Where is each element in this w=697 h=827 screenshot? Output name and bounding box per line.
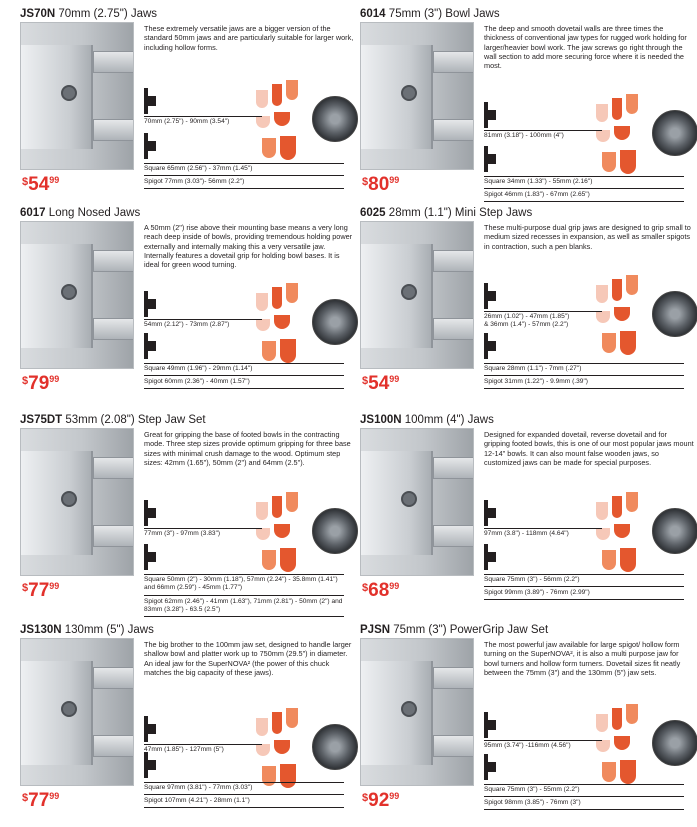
- grip-range: [144, 744, 262, 754]
- chuck-photo: [312, 724, 358, 770]
- price-dollars: 77: [28, 790, 50, 811]
- square-spec: Square 50mm (2") - 30mm (1.18"), 57mm (2.24") - 35.8mm (1.41") and 66mm (2.59") - 45mm (1.77"): [144, 576, 344, 596]
- grip-range-line: 97mm (3.8") - 118mm (4.64"): [484, 530, 569, 537]
- product-card-js100n: [360, 414, 697, 614]
- price-currency: $: [362, 792, 369, 804]
- price-currency: $: [22, 792, 29, 804]
- workpiece-icons: [596, 271, 656, 361]
- spigot-spec: Spigot 77mm (3.03")- 56mm (2.2"): [144, 176, 344, 188]
- grip-range: [144, 116, 262, 126]
- expansion-profile-icon: [484, 500, 498, 526]
- chuck-photo: [652, 508, 697, 554]
- product-card-js130n: [20, 624, 360, 824]
- price-cents: 99: [49, 374, 60, 384]
- product-card-6025: [360, 207, 697, 407]
- price-dollars: 77: [28, 580, 50, 601]
- spec-block: [484, 574, 684, 600]
- spigot-spec: Spigot 62mm (2.46") - 41mm (1.63"), 71mm (2.81") - 50mm (2") and 83mm (3.28") - 63.5 (2.5"): [144, 596, 344, 617]
- expansion-profile-icon: [144, 500, 158, 526]
- chuck-photo: [652, 291, 697, 337]
- product-title: [20, 8, 157, 20]
- grip-range-line: 47mm (1.85") - 127mm (5"): [144, 746, 224, 753]
- contraction-profile-icon: [144, 333, 158, 359]
- product-code: 6025: [360, 207, 386, 219]
- square-spec: Square 28mm (1.1") - 7mm (.27"): [484, 365, 684, 376]
- grip-range-line: 95mm (3.74") -116mm (4.56"): [484, 742, 571, 749]
- product-description: A 50mm (2") rise above their mounting base means a very long reach deep inside of bowls, providing tremendous holding power externally and internally making this a very versatile jaw. Internally features a dovetail grip for holding bowl bases. It is ideal for green wood turning.: [144, 223, 353, 270]
- product-title: [360, 624, 548, 636]
- expansion-profile-icon: [144, 716, 158, 742]
- contraction-profile-icon: [484, 333, 498, 359]
- workpiece-icons: [596, 488, 656, 578]
- chuck-photo: [312, 299, 358, 345]
- product-card-6014: [360, 8, 697, 208]
- product-title: [360, 414, 494, 426]
- product-code: 6017: [20, 207, 46, 219]
- product-code: JS70N: [20, 8, 56, 20]
- product-title: [360, 207, 532, 219]
- expansion-profile-icon: [484, 712, 498, 738]
- spec-block: [144, 782, 344, 808]
- workpiece-icons: [256, 488, 316, 578]
- grip-range-line: 54mm (2.12") - 73mm (2.87"): [144, 321, 230, 328]
- price: [22, 580, 59, 602]
- contraction-profile-icon: [144, 752, 158, 778]
- product-name: 53mm (2.08") Step Jaw Set: [65, 414, 206, 426]
- product-code: PJSN: [360, 624, 391, 636]
- price-cents: 99: [49, 791, 60, 801]
- price: [22, 174, 59, 196]
- spigot-spec: Spigot 60mm (2.36") - 40mm (1.57"): [144, 376, 344, 388]
- product-card-js75dt: [20, 414, 360, 614]
- price-currency: $: [362, 176, 369, 188]
- product-title: [20, 624, 154, 636]
- chuck-jaw-photo: [360, 22, 474, 170]
- price-cents: 99: [389, 581, 400, 591]
- expansion-profile-icon: [144, 291, 158, 317]
- product-description: The deep and smooth dovetail walls are three times the thickness of conventional jaw types for rugged work holding for larger/heavier bowl work. The jaw screws go right through the wall section to add more securing force where it is needed the most.: [484, 24, 687, 71]
- price-dollars: 54: [28, 174, 50, 195]
- price-currency: $: [22, 375, 29, 387]
- spigot-spec: Spigot 98mm (3.85") - 76mm (3"): [484, 797, 684, 809]
- grip-range-line: 77mm (3") - 97mm (3.83"): [144, 530, 221, 537]
- spec-block: [484, 363, 684, 389]
- square-spec: Square 75mm (3") - 55mm (2.2"): [484, 786, 684, 797]
- workpiece-icons: [596, 700, 656, 790]
- product-code: JS75DT: [20, 414, 63, 426]
- spigot-spec: Spigot 31mm (1.22") - 9.9mm (.39"): [484, 376, 684, 388]
- price-currency: $: [22, 176, 29, 188]
- grip-range-line: 81mm (3.18") - 100mm (4"): [484, 132, 564, 139]
- price-cents: 99: [49, 581, 60, 591]
- product-title: [20, 207, 140, 219]
- product-description: These extremely versatile jaws are a bigger version of the standard 50mm jaws and are particularly suitable for larger work, including hollow forms.: [144, 24, 354, 52]
- product-description: These multi-purpose dual grip jaws are designed to grip small to medium sized recesses in expansion, as well as smaller spigots in contraction, such a pen blanks.: [484, 223, 691, 251]
- workpiece-icons: [256, 76, 316, 166]
- price-dollars: 80: [368, 174, 390, 195]
- spec-block: [144, 163, 344, 189]
- square-spec: Square 75mm (3") - 56mm (2.2"): [484, 576, 684, 587]
- price-cents: 99: [389, 791, 400, 801]
- product-title: [360, 8, 500, 20]
- spigot-spec: Spigot 107mm (4.21") - 28mm (1.1"): [144, 795, 344, 807]
- product-name: 75mm (3") PowerGrip Jaw Set: [393, 624, 549, 636]
- product-name: 28mm (1.1") Mini Step Jaws: [388, 207, 533, 219]
- price-dollars: 68: [368, 580, 390, 601]
- chuck-jaw-photo: [20, 638, 134, 786]
- product-name: Long Nosed Jaws: [48, 207, 141, 219]
- square-spec: Square 49mm (1.96") - 29mm (1.14"): [144, 365, 344, 376]
- product-name: 130mm (5") Jaws: [64, 624, 154, 636]
- contraction-profile-icon: [484, 754, 498, 780]
- contraction-profile-icon: [144, 133, 158, 159]
- grip-range: [484, 130, 602, 140]
- spigot-spec: Spigot 99mm (3.89") - 76mm (2.99"): [484, 587, 684, 599]
- price-dollars: 54: [368, 373, 390, 394]
- price: [362, 373, 399, 395]
- chuck-jaw-photo: [360, 221, 474, 369]
- chuck-photo: [312, 508, 358, 554]
- contraction-profile-icon: [144, 544, 158, 570]
- chuck-photo: [312, 96, 358, 142]
- product-title: [20, 414, 206, 426]
- expansion-profile-icon: [484, 283, 498, 309]
- expansion-profile-icon: [484, 102, 498, 128]
- product-name: 75mm (3") Bowl Jaws: [388, 8, 500, 20]
- price: [362, 174, 399, 196]
- price-currency: $: [362, 375, 369, 387]
- spigot-spec: Spigot 46mm (1.83") - 67mm (2.65"): [484, 189, 684, 201]
- product-name: 100mm (4") Jaws: [404, 414, 494, 426]
- grip-range-line: 26mm (1.02") - 47mm (1.85"): [484, 313, 570, 320]
- product-description: Designed for expanded dovetail, reverse dovetail and for gripping footed bowls, this is one of our most popular jaws mount 12-14" bowls. It can also mount false wooden jaws, so customized jaws can be made for special purposes.: [484, 430, 694, 467]
- price: [22, 790, 59, 812]
- square-spec: Square 97mm (3.81") - 77mm (3.03"): [144, 784, 344, 795]
- square-spec: Square 65mm (2.56") - 37mm (1.45"): [144, 165, 344, 176]
- grip-range: [144, 528, 262, 538]
- grip-range: [484, 740, 602, 750]
- spec-block: [484, 176, 684, 202]
- workpiece-icons: [256, 704, 316, 794]
- price: [362, 790, 399, 812]
- product-description: The most powerful jaw available for large spigot/ hollow form turning on the SuperNOVA², it is also a multi purpose jaw for bowl turners and hollow form turners. Dovetail sizes fit neatly between the 75mm (3") and the 130mm (5") jaw sets.: [484, 640, 681, 677]
- product-description: The big brother to the 100mm jaw set, designed to handle larger shallow bowl and platter work up to 750mm (29.5") in diameter. An ideal jaw for the SuperNOVA² (the power of this chuck matches the big capacity of these jaws).: [144, 640, 352, 677]
- product-code: 6014: [360, 8, 386, 20]
- spec-block: [144, 574, 344, 617]
- product-card-6017: [20, 207, 360, 407]
- price-cents: 99: [389, 374, 400, 384]
- grip-range: [484, 311, 602, 330]
- chuck-jaw-photo: [20, 428, 134, 576]
- expansion-profile-icon: [144, 88, 158, 114]
- product-code: JS100N: [360, 414, 402, 426]
- product-code: JS130N: [20, 624, 62, 636]
- spec-block: [144, 363, 344, 389]
- contraction-profile-icon: [484, 146, 498, 172]
- chuck-jaw-photo: [20, 221, 134, 369]
- spec-block: [484, 784, 684, 810]
- price: [362, 580, 399, 602]
- grip-range-line: & 36mm (1.4") - 57mm (2.2"): [484, 321, 569, 329]
- product-card-js70n: [20, 8, 360, 208]
- chuck-photo: [652, 110, 697, 156]
- product-name: 70mm (2.75") Jaws: [58, 8, 158, 20]
- chuck-jaw-photo: [360, 638, 474, 786]
- chuck-jaw-photo: [20, 22, 134, 170]
- price-currency: $: [362, 582, 369, 594]
- workpiece-icons: [256, 279, 316, 369]
- price-cents: 99: [49, 175, 60, 185]
- price-currency: $: [22, 582, 29, 594]
- chuck-jaw-photo: [360, 428, 474, 576]
- product-description: Great for gripping the base of footed bowls in the contracting mode. Three step sizes provide optimum gripping for three base sizes with minimal crush damage to the wood. Optimum step sizes: 42mm (1.65"), 50mm (2") and 64mm (2.5").: [144, 430, 351, 467]
- product-card-pjsn: [360, 624, 697, 824]
- contraction-profile-icon: [484, 544, 498, 570]
- grip-range: [484, 528, 602, 538]
- price: [22, 373, 59, 395]
- workpiece-icons: [596, 90, 656, 180]
- price-cents: 99: [389, 175, 400, 185]
- price-dollars: 92: [368, 790, 390, 811]
- price-dollars: 79: [28, 373, 50, 394]
- grip-range: [144, 319, 262, 329]
- chuck-photo: [652, 720, 697, 766]
- square-spec: Square 34mm (1.33") - 55mm (2.16"): [484, 178, 684, 189]
- grip-range-line: 70mm (2.75") - 90mm (3.54"): [144, 118, 230, 125]
